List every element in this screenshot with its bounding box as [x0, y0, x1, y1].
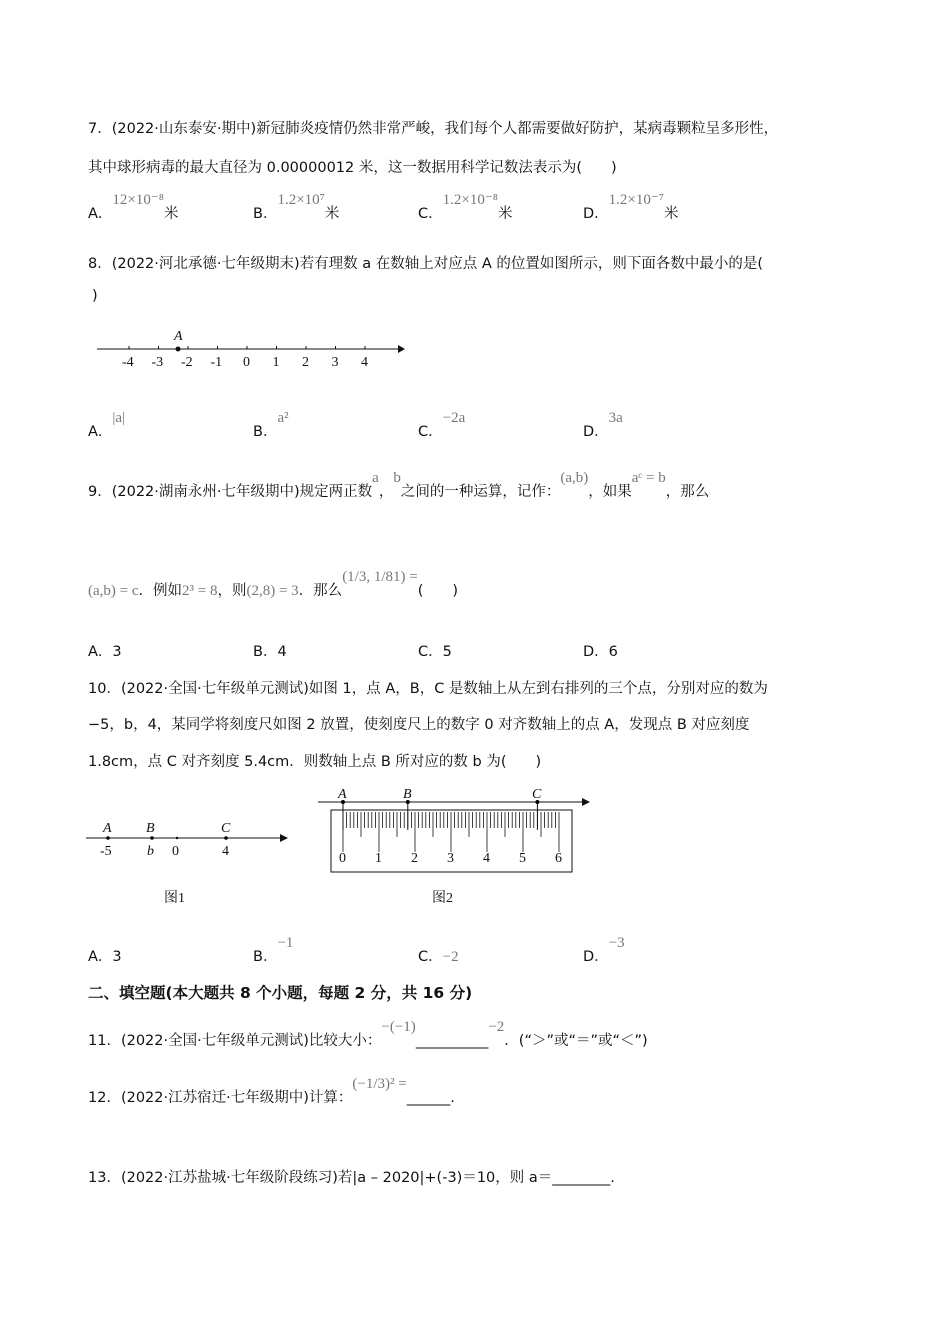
svg-text:A: A [338, 787, 347, 802]
q9-option-c: C．5 [418, 644, 452, 660]
q10-option-d: D．−3 [583, 935, 625, 965]
tick-label: -2 [181, 355, 193, 370]
q7-text-line1: 7．(2022·山东泰安·期中)新冠肺炎疫情仍然非常严峻，我们每个人都需要做好防护，某病毒颗粒呈多形性， [88, 121, 779, 137]
q9-option-b: B．4 [253, 644, 287, 660]
q10-text-line3: 1.8cm，点 C 对齐刻度 5.4cm．则数轴上点 B 所对应的数 b 为( ) [88, 754, 542, 770]
tick-label: -4 [122, 355, 134, 370]
tick-label: 4 [361, 355, 368, 370]
svg-text:C: C [221, 821, 231, 836]
tick-label: 3 [331, 355, 339, 370]
q7-option-b: B．1.2×10⁷米 [253, 192, 340, 222]
ruler-scale-label: 3 [447, 851, 454, 866]
svg-text:C: C [532, 787, 542, 802]
q9-option-d: D．6 [583, 644, 618, 660]
svg-text:b: b [147, 844, 154, 859]
svg-text:图1: 图1 [164, 891, 185, 906]
q11-text: 11．(2022·全国·七年级单元测试)比较大小：−(−1)__________−2．(“＞”或“＝”或“＜”) [88, 1019, 648, 1049]
svg-text:A: A [103, 821, 112, 836]
tick-label: 0 [243, 355, 250, 370]
svg-text:B: B [146, 821, 155, 836]
ruler-scale-label: 1 [375, 851, 382, 866]
section-heading: 二、填空题(本大题共 8 个小题，每题 2 分，共 16 分) [88, 984, 473, 1002]
q7-option-c: C．1.2×10⁻⁸米 [418, 192, 513, 222]
q7-option-a: A．12×10⁻⁸米 [88, 192, 179, 222]
q10-text-line2: −5，b，4，某同学将刻度尺如图 2 放置，使刻度尺上的数字 0 对齐数轴上的点 A，发现点 B 对应刻度 [88, 717, 750, 733]
ruler-scale-label: 6 [555, 851, 562, 866]
q10-text-line1: 10．(2022·全国·七年级单元测试)如图 1，点 A，B，C 是数轴上从左到右排列的三个点，分别对应的数为 [88, 681, 768, 697]
q7-option-d: D．1.2×10⁻⁷米 [583, 192, 679, 222]
ruler-scale-label: 0 [339, 851, 346, 866]
svg-text:0: 0 [172, 844, 179, 859]
q8-option-d: D．3a [583, 410, 623, 440]
tick-label: 2 [302, 355, 309, 370]
q12-text: 12．(2022·江苏宿迁·七年级期中)计算：(−1/3)² =______. [88, 1076, 455, 1106]
ruler-scale-label: 4 [483, 851, 490, 866]
q8-text-line2: ) [92, 288, 98, 304]
svg-text:-5: -5 [100, 844, 112, 859]
q8-text-line1: 8．(2022·河北承德·七年级期末)若有理数 a 在数轴上对应点 A 的位置如图所示，则下面各数中最小的是( [88, 256, 764, 272]
svg-text:图2: 图2 [432, 891, 453, 906]
q13-text: 13．(2022·江苏盐城·七年级阶段练习)若|a – 2020|+(-3)＝10，则 a＝________. [88, 1170, 615, 1186]
ruler-scale-label: 2 [411, 851, 418, 866]
ruler-scale-label: 5 [519, 851, 526, 866]
tick-label: 1 [272, 355, 280, 370]
q9-text-line1: 9．(2022·湖南永州·七年级期中)规定两正数a，b之间的一种运算，记作：(a,b)，如果aᶜ = b，那么 [88, 470, 710, 500]
q8-option-c: C．−2a [418, 410, 466, 440]
svg-text:B: B [403, 787, 412, 802]
q10-option-a: A．3 [88, 949, 122, 965]
q10-option-c: C．−2 [418, 949, 459, 965]
q7-text-line2: 其中球形病毒的最大直径为 0.00000012 米，这一数据用科学记数法表示为( ) [88, 160, 617, 176]
q8-option-a: A．|a| [88, 410, 126, 440]
svg-text:4: 4 [222, 844, 229, 859]
q8-option-b: B．a² [253, 410, 289, 440]
q8-point-label: A [174, 329, 183, 344]
q10-option-b: B．−1 [253, 935, 294, 965]
q9-text-line2: (a,b) = c．例如2³ = 8，则(2,8) = 3．那么(1/3, 1/81) =( ) [88, 569, 459, 599]
tick-label: -3 [151, 355, 164, 370]
tick-label: -1 [210, 355, 223, 370]
q9-option-a: A．3 [88, 644, 122, 660]
